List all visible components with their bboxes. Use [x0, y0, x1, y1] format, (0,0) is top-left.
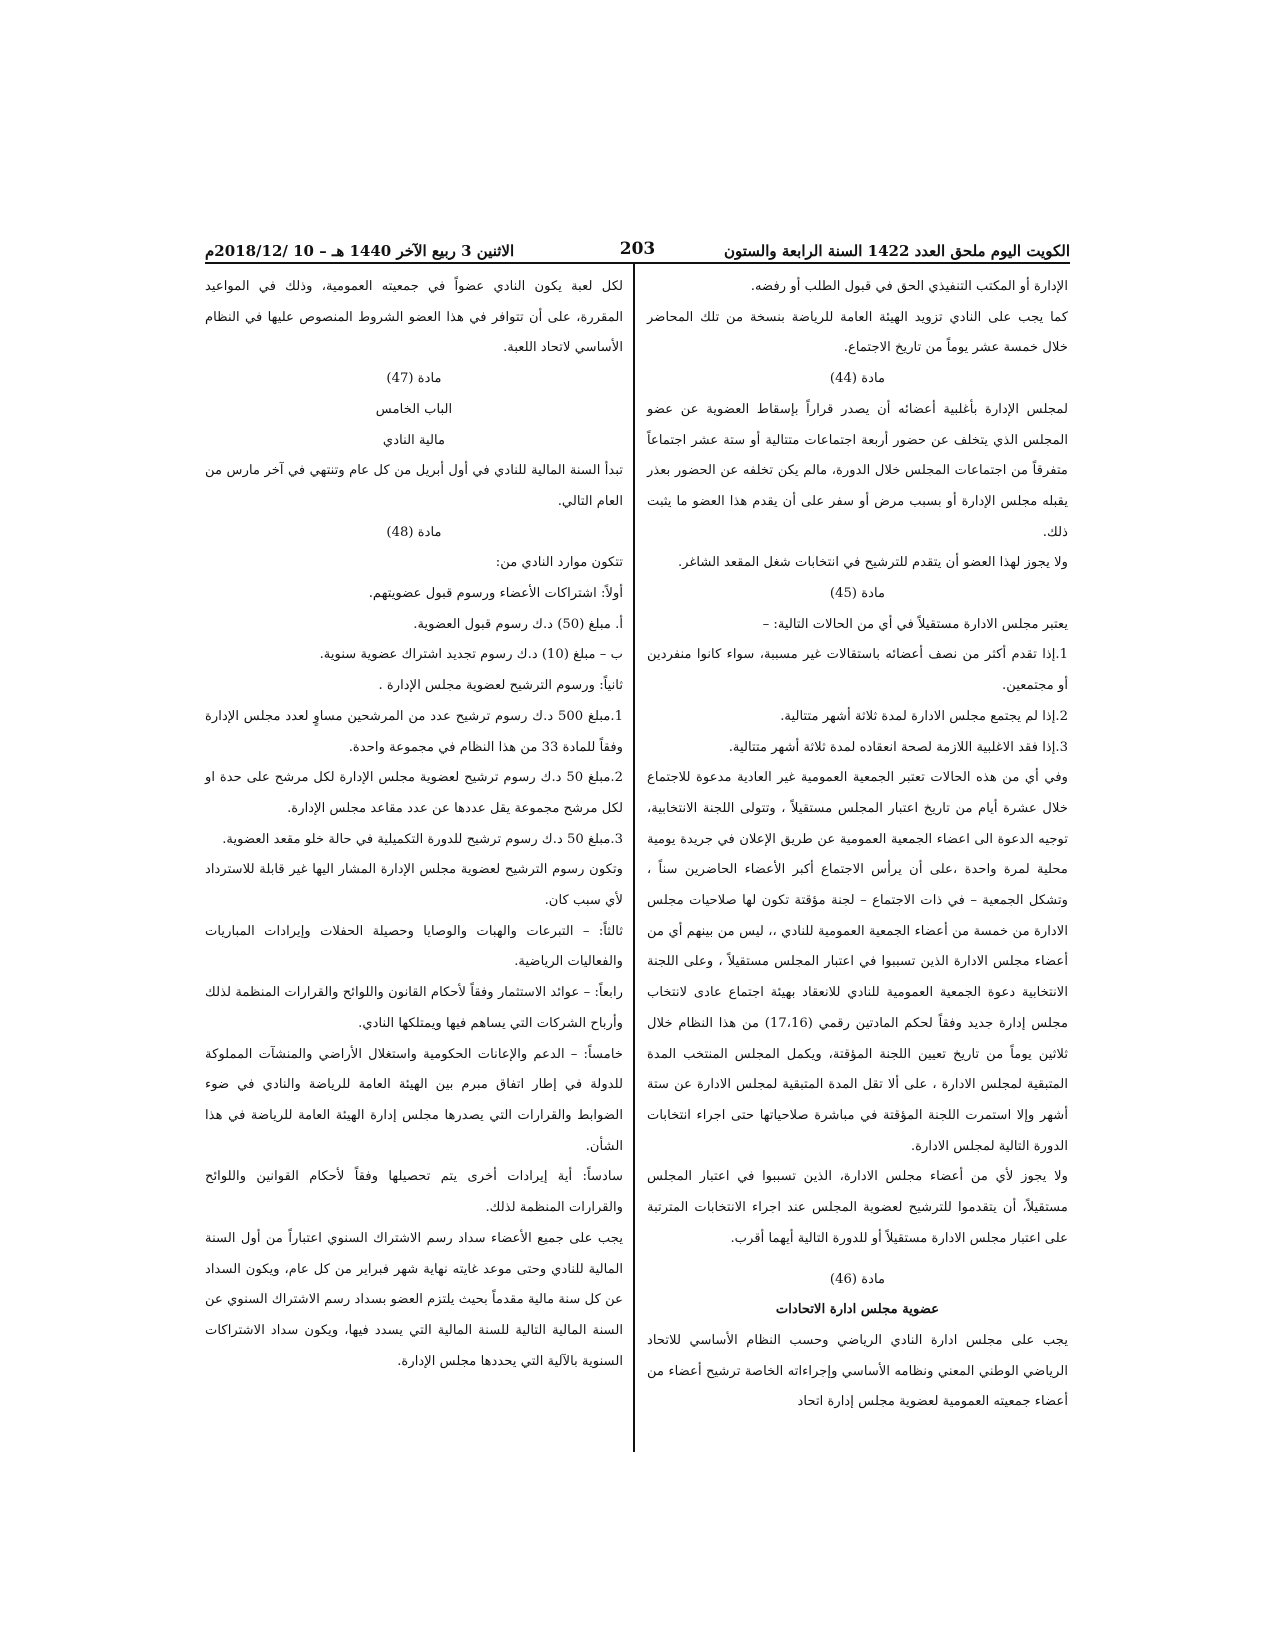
list-item: 3.مبلغ 50 د.ك رسوم ترشيح للدورة التكميلية في حالة خلو مقعد العضوية.	[222, 831, 623, 847]
article-heading-46: مادة (46)	[829, 1271, 886, 1287]
paragraph: الإدارة أو المكتب التنفيذي الحق في قبول الطلب أو رفضه.	[750, 279, 1068, 294]
header-rule	[205, 262, 1070, 264]
article-heading-44: مادة (44)	[829, 371, 886, 387]
chapter-heading: الباب الخامس	[375, 401, 453, 417]
issue-date: الاثنين 3 ربيع الآخر 1440 هـ – 10 /2018/12م	[205, 242, 515, 260]
left-column	[205, 272, 623, 1377]
paragraph: تتكون موارد النادي من:	[495, 555, 623, 571]
section-heading: مالية النادي	[382, 432, 446, 448]
column-divider	[633, 264, 635, 1452]
list-item: أ. مبلغ (50) د.ك رسوم قبول العضوية.	[413, 616, 623, 632]
paragraph: ولا يجوز لهذا العضو أن يتقدم للترشيح في انتخابات شغل المقعد الشاغر.	[677, 555, 1068, 571]
list-item: ب – مبلغ (10) د.ك رسوم تجديد اشتراك عضوية سنوية.	[319, 647, 623, 663]
paragraph: يجب على مجلس ادارة النادي الرياضي وحسب النظام الأساسي للاتحاد الرياضي الوطني المعني ونظامه الأساسي وإجراءاته الخاصة ترشيح أعضاء من أعضاء جمعيته العمومية لعضوية مجلس إدارة اتحاد	[647, 1332, 1068, 1410]
list-item: ثالثاً: – التبرعات والهبات والوصايا وحصيلة الحفلات وإيرادات المباريات والفعاليات الرياضية.	[205, 923, 623, 970]
paragraph: يعتبر مجلس الادارة مستقيلاً في أي من الحالات التالية: –	[762, 616, 1068, 632]
list-item: 2.إذا لم يجتمع مجلس الادارة لمدة ثلاثة أشهر متتالية.	[780, 708, 1068, 724]
section-heading: عضوية مجلس ادارة الاتحادات	[775, 1302, 940, 1318]
list-item: خامساً: – الدعم والإعانات الحكومية واستغلال الأراضي والمنشآت المملوكة للدولة في إطار اتفاق مبرم بين الهيئة العامة للرياضة والنادي في ضوء الضوابط والقرارات التي يصدرها مجلس إدارة الهيئة العامة للرياضة في هذا الشأن.	[205, 1046, 623, 1154]
list-item: أولاً: اشتراكات الأعضاء ورسوم قبول عضويتهم.	[368, 586, 623, 602]
article-heading-47: مادة (47)	[386, 371, 442, 387]
article-heading-48: مادة (48)	[386, 524, 442, 540]
paragraph: وفي أي من هذه الحالات تعتبر الجمعية العمومية غير العادية مدعوة للاجتماع خلال عشرة أيام من تاريخ اعتبار المجلس مستقيلاً ، وتتولى اللجنة الانتخابية، توجيه الدعوة الى اعضاء الجمعية العمومية عن طريق الإعلان في جريدة يومية محلية لمرة واحدة ،على أن يرأس الاجتماع أكبر الأعضاء الحاضرين سناً ، وتشكل الجمعية – في ذات الاجتماع – لجنة مؤقتة تكون لها صلاحيات مجلس الادارة من خمسة من أعضاء الجمعية العمومية للنادي ،، ليس من بينهم أي من أعضاء مجلس الادارة الذين تسببوا في اعتبار المجلس مستقيلاً ، وعلى اللجنة الانتخابية دعوة الجمعية العمومية للنادي للانعقاد بهيئة اجتماع عادى لانتخاب مجلس إدارة جديد وفقاً لحكم المادتين رقمي (17،16) من هذا النظام خلال ثلاثين يوماً من تاريخ تعيين اللجنة المؤقتة، ويكمل المجلس المنتخب المدة المتبقية لمجلس الادارة ، على ألا تقل المدة المتبقية لمجلس الادارة عن ستة أشهر وإلا استمرت اللجنة المؤقتة في مباشرة صلاحياتها حتى اجراء انتخابات الدورة التالية لمجلس الادارة.	[647, 770, 1069, 1154]
article-heading-45: مادة (45)	[829, 586, 886, 602]
paragraph: وتكون رسوم الترشيح لعضوية مجلس الإدارة المشار اليها غير قابلة للاسترداد لأي سبب كان.	[205, 862, 623, 909]
paragraph: لكل لعبة يكون النادي عضواً في جمعيته العمومية، وذلك في المواعيد المقررة، على أن تتوافر في هذا العضو الشروط المنصوص عليها في النظام الأساسي لاتحاد اللعبة.	[205, 279, 623, 356]
right-column	[647, 272, 1068, 1418]
paragraph: لمجلس الإدارة بأغلبية أعضائه أن يصدر قراراً بإسقاط العضوية عن عضو المجلس الذي يتخلف عن حضور أربعة اجتماعات متتالية أو ستة عشر اجتماعاً متفرقاً من اجتماعات المجلس خلال الدورة، مالم يكن تخلفه عن الحضور بعذر يقبله مجلس الإدارة أو بسبب مرض أو سفر على أن يقدم هذا العضو ما يثبت ذلك.	[647, 401, 1068, 540]
page-number: 203	[619, 239, 656, 259]
list-item: 1.إذا تقدم أكثر من نصف أعضائه باستقالات غير مسببة، سواء كانوا منفردين أو مجتمعين.	[647, 647, 1068, 694]
list-item: 1.مبلغ 500 د.ك رسوم ترشيح عدد من المرشحين مساوٍ لعدد مجلس الإدارة وفقاً للمادة 33 من هذا النظام في مجموعة واحدة.	[205, 708, 624, 755]
paragraph: يجب على جميع الأعضاء سداد رسم الاشتراك السنوي اعتباراً من أول السنة المالية للنادي وحتى موعد غايته نهاية شهر فبراير من كل عام، ويكون السداد عن كل سنة مالية مقدماً بحيث يلتزم العضو بسداد رسم الاشتراك السنوي عن السنة المالية التالية للسنة المالية التي يسدد فيها، ويكون سداد الاشتراكات السنوية بالآلية التي يحددها مجلس الإدارة.	[205, 1230, 623, 1369]
publication-info: الكويت اليوم ملحق العدد 1422 السنة الرابعة والستون	[724, 242, 1070, 260]
paragraph: ولا يجوز لأي من أعضاء مجلس الادارة، الذين تسببوا في اعتبار المجلس مستقيلاً، أن يتقدموا للترشيح لعضوية المجلس عند اجراء الانتخابات المترتبة على اعتبار مجلس الادارة مستقيلاً أو للدورة التالية أيهما أقرب.	[647, 1169, 1068, 1246]
list-item: 3.إذا فقد الاغلبية اللازمة لصحة انعقاده لمدة ثلاثة أشهر متتالية.	[728, 739, 1068, 755]
list-item: رابعاً: – عوائد الاستثمار وفقاً لأحكام القانون واللوائح والقرارات المنظمة لذلك وأرباح الشركات التي يساهم فيها ويمتلكها النادي.	[205, 985, 623, 1031]
paragraph: كما يجب على النادي تزويد الهيئة العامة للرياضة بنسخة من تلك المحاضر خلال خمسة عشر يوماً من تاريخ الاجتماع.	[647, 309, 1068, 356]
list-item: سادساً: أية إيرادات أخرى يتم تحصيلها وفقاً لأحكام القوانين واللوائح والقرارات المنظمة لذلك.	[205, 1169, 623, 1216]
paragraph: تبدأ السنة المالية للنادي في أول أبريل من كل عام وتنتهي في آخر مارس من العام التالي.	[205, 463, 623, 509]
list-item: 2.مبلغ 50 د.ك رسوم ترشيح لعضوية مجلس الإدارة لكل مرشح على حدة او لكل مرشح مجموعة يقل عددها عن عدد مقاعد مجلس الإدارة.	[205, 770, 623, 816]
list-item: ثانياً: ورسوم الترشيح لعضوية مجلس الإدارة .	[378, 678, 623, 694]
